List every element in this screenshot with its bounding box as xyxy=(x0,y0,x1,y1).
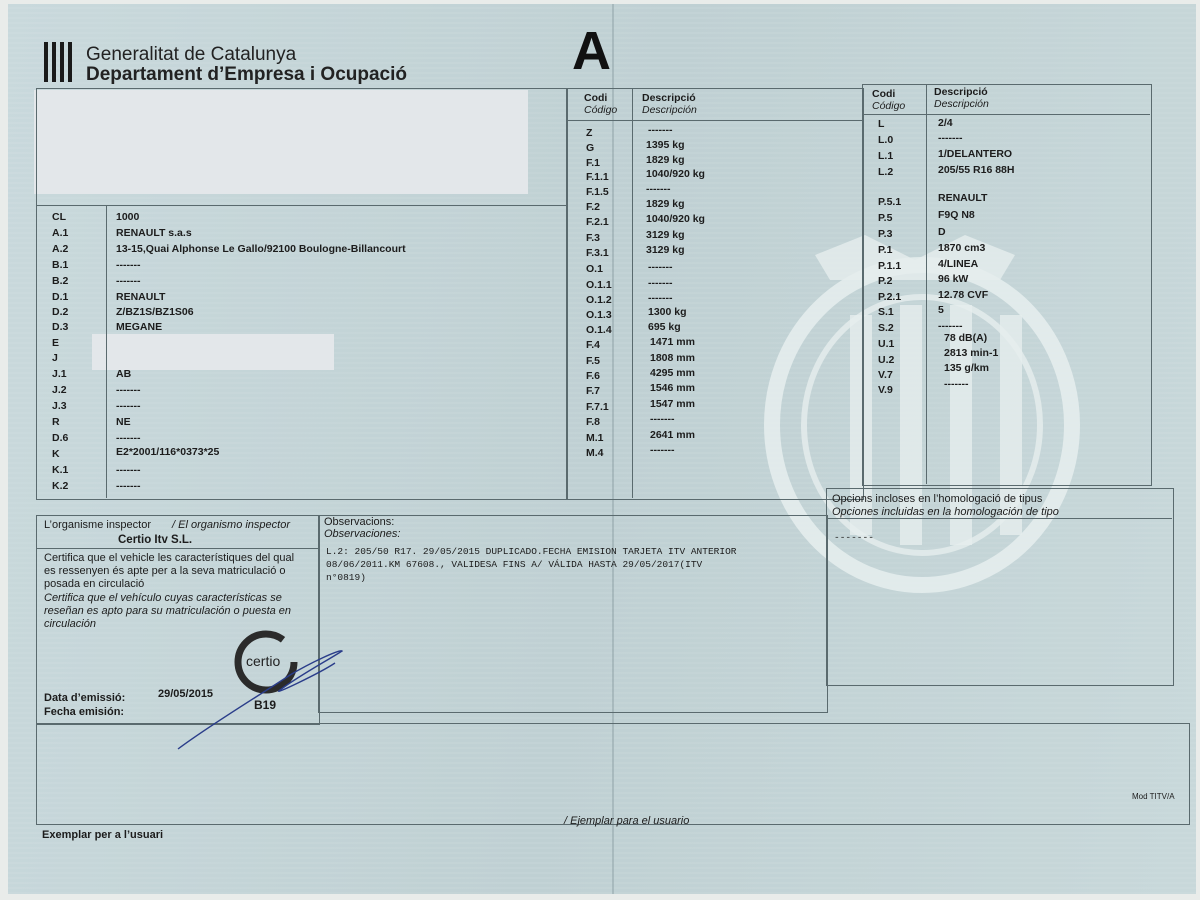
field-code: F.3.1 xyxy=(586,247,609,259)
field-value: 1546 mm xyxy=(650,382,695,394)
certify-text-ca: posada en circulació xyxy=(44,578,145,590)
field-value: 1829 kg xyxy=(646,198,685,210)
field-value: 1395 kg xyxy=(646,139,685,151)
field-code: O.1.1 xyxy=(586,279,612,291)
inspector-title-es: / El organismo inspector xyxy=(172,519,290,531)
footer-copy-es: / Ejemplar para el usuario xyxy=(564,815,690,827)
field-value: NE xyxy=(116,416,131,428)
field-value: ------- xyxy=(646,183,671,195)
field-value: ------- xyxy=(116,400,141,412)
field-value: 2/4 xyxy=(938,117,953,129)
opciones-title-es: Opciones incluidas en la homologación de tipo xyxy=(832,506,1059,518)
inspector-title-ca: L’organisme inspector xyxy=(44,519,152,531)
stamp-text: certio xyxy=(246,653,281,669)
field-code: F.1.5 xyxy=(586,186,609,198)
certify-text-es: reseñan es apto para su matriculación o puesta en xyxy=(44,605,292,617)
signature xyxy=(170,645,350,755)
field-code: L.0 xyxy=(878,134,894,146)
field-code: R xyxy=(52,416,60,428)
observaciones-title-ca: Observacions: xyxy=(324,516,395,528)
certify-text-ca: Certifica que el vehicle les característiques del qual xyxy=(44,552,295,564)
field-code: P.1.1 xyxy=(878,260,902,272)
field-code: P.1 xyxy=(878,244,893,256)
field-code: J.3 xyxy=(52,400,67,412)
field-code: F.2.1 xyxy=(586,216,609,228)
certify-text-ca: es ressenyen és apte per a la seva matriculació o xyxy=(44,565,286,577)
field-value: ------- xyxy=(938,320,963,332)
codigo-header: Código xyxy=(872,100,906,112)
field-code: V.9 xyxy=(878,384,893,396)
field-value: 1040/920 kg xyxy=(646,168,705,180)
field-value: ------- xyxy=(648,277,673,289)
generalitat-logo xyxy=(42,42,74,82)
field-value: 78 dB(A) xyxy=(944,332,988,344)
field-code: F.8 xyxy=(586,416,601,428)
field-value: 1471 mm xyxy=(650,336,695,348)
date-label-es: Fecha emisión: xyxy=(44,706,125,718)
field-value: ------- xyxy=(116,480,141,492)
field-value: 5 xyxy=(938,304,944,316)
field-code: J.2 xyxy=(52,384,67,396)
field-code: F.1.1 xyxy=(586,171,609,183)
field-code: P.5 xyxy=(878,212,893,224)
certify-text-es: Certifica que el vehículo cuyas características se xyxy=(44,592,282,604)
field-code: A.2 xyxy=(52,243,69,255)
field-value: 695 kg xyxy=(648,321,681,333)
field-code: CL xyxy=(52,211,66,223)
date-label-ca: Data d’emissió: xyxy=(44,692,126,704)
field-code: F.5 xyxy=(586,355,601,367)
field-code: F.7.1 xyxy=(586,401,609,413)
field-code: O.1.2 xyxy=(586,294,612,306)
field-value: RENAULT xyxy=(116,291,166,303)
field-code: S.1 xyxy=(878,306,894,318)
field-value: 12.78 CVF xyxy=(938,289,989,301)
field-value: E2*2001/116*0373*25 xyxy=(116,446,220,458)
department-name: Departament d’Empresa i Ocupació xyxy=(86,64,407,85)
field-value: Z/BZ1S/BZ1S06 xyxy=(116,306,194,318)
field-value: ------- xyxy=(116,432,141,444)
field-value: ------- xyxy=(116,464,141,476)
field-code: G xyxy=(586,142,595,154)
field-code: B.2 xyxy=(52,275,69,287)
card-letter: A xyxy=(572,21,611,81)
field-value: 1040/920 kg xyxy=(646,213,705,225)
field-code: D.1 xyxy=(52,291,69,303)
field-code: L.1 xyxy=(878,150,894,162)
field-code: A.1 xyxy=(52,227,69,239)
field-code: F.1 xyxy=(586,157,601,169)
field-code: V.7 xyxy=(878,369,893,381)
right-panel xyxy=(862,84,1152,486)
field-code: O.1.3 xyxy=(586,309,612,321)
field-value: ------- xyxy=(650,444,675,456)
field-code: O.1 xyxy=(586,263,603,275)
field-code: J xyxy=(52,352,58,364)
field-value: RENAULT xyxy=(938,192,988,204)
field-code: Z xyxy=(586,127,593,139)
field-code: K.1 xyxy=(52,464,69,476)
field-code: E xyxy=(52,337,60,349)
field-value: ------- xyxy=(648,261,673,273)
field-value: 1808 mm xyxy=(650,352,695,364)
field-code: U.2 xyxy=(878,354,895,366)
field-value: 1870 cm3 xyxy=(938,242,986,254)
field-code: M.4 xyxy=(586,447,604,459)
issue-date: 29/05/2015 xyxy=(158,688,214,700)
observaciones-panel xyxy=(318,515,828,713)
field-value: AB xyxy=(116,368,132,380)
field-value: 1547 mm xyxy=(650,398,695,410)
field-code: F.3 xyxy=(586,232,601,244)
field-value: 1300 kg xyxy=(648,306,687,318)
inspector-name: Certio Itv S.L. xyxy=(118,534,193,546)
field-code: P.5.1 xyxy=(878,196,902,208)
field-value: ------- xyxy=(116,275,141,287)
field-value: 4/LINEA xyxy=(938,258,979,270)
observaciones-line: L.2: 205/50 R17. 29/05/2015 DUPLICADO.FECHA EMISION TARJETA ITV ANTERIOR xyxy=(326,546,737,557)
field-value: ------- xyxy=(938,132,963,144)
field-value: MEGANE xyxy=(116,321,163,333)
field-code: U.1 xyxy=(878,338,895,350)
observaciones-title-es: Observaciones: xyxy=(324,528,401,540)
field-value: ------- xyxy=(648,124,673,136)
field-value: 205/55 R16 88H xyxy=(938,164,1015,176)
field-value: 13-15,Quai Alphonse Le Gallo/92100 Boulogne-Billancourt xyxy=(116,243,406,255)
field-code: J.1 xyxy=(52,368,67,380)
field-code: P.2.1 xyxy=(878,291,902,303)
field-value: 1000 xyxy=(116,211,140,223)
field-code: L xyxy=(878,118,885,130)
field-code: K xyxy=(52,448,60,460)
field-value: ------- xyxy=(648,292,673,304)
field-code: S.2 xyxy=(878,322,894,334)
field-code: O.1.4 xyxy=(586,324,612,336)
opciones-title-ca: Opcions incloses en l’homologació de tipus xyxy=(832,493,1043,505)
field-value: ------- xyxy=(116,384,141,396)
field-code: M.1 xyxy=(586,432,604,444)
field-value: ------- xyxy=(650,413,675,425)
descripcio-header: Descripció xyxy=(934,86,988,98)
field-code: B.1 xyxy=(52,259,69,271)
certify-text-es: circulación xyxy=(44,618,96,630)
descripcion-header: Descripción xyxy=(934,98,989,110)
field-code: D.2 xyxy=(52,306,69,318)
field-value: 135 g/km xyxy=(944,362,989,374)
field-value: 1/DELANTERO xyxy=(938,148,1013,160)
opciones-value: ------- xyxy=(834,532,874,543)
descripcio-header: Descripció xyxy=(642,92,696,104)
codigo-header: Código xyxy=(584,104,618,116)
field-value: 2641 mm xyxy=(650,429,695,441)
field-value: ------- xyxy=(944,378,969,390)
field-value: RENAULT s.a.s xyxy=(116,227,192,239)
field-code: D.3 xyxy=(52,321,69,333)
field-value: 2813 min-1 xyxy=(944,347,999,359)
field-code: F.6 xyxy=(586,370,601,382)
observaciones-line: 08/06/2011.KM 67608., VALIDESA FINS A/ VÁLIDA HASTA 29/05/2017(ITV xyxy=(326,559,703,570)
field-code: K.2 xyxy=(52,480,69,492)
field-code: L.2 xyxy=(878,166,894,178)
field-code: D.6 xyxy=(52,432,69,444)
codi-header: Codi xyxy=(584,92,608,104)
form-model: Mod TITV/A xyxy=(1132,792,1175,801)
codi-header: Codi xyxy=(872,88,896,100)
field-value: F9Q N8 xyxy=(938,209,975,221)
field-value: 96 kW xyxy=(938,273,969,285)
footer-copy-ca: Exemplar per a l’usuari xyxy=(42,829,164,841)
field-value: ------- xyxy=(116,259,141,271)
field-value: 3129 kg xyxy=(646,229,685,241)
descripcion-header: Descripción xyxy=(642,104,697,116)
field-code: F.2 xyxy=(586,201,601,213)
field-code: F.7 xyxy=(586,385,601,397)
issuer-name: Generalitat de Catalunya xyxy=(86,44,297,65)
field-value: 4295 mm xyxy=(650,367,695,379)
stamp-code: B19 xyxy=(254,698,277,712)
field-code: F.4 xyxy=(586,339,601,351)
field-code: P.2 xyxy=(878,275,893,287)
field-code: P.3 xyxy=(878,228,893,240)
field-value: D xyxy=(938,226,946,238)
field-value: 3129 kg xyxy=(646,244,685,256)
field-value: 1829 kg xyxy=(646,154,685,166)
observaciones-line: n°0819) xyxy=(326,572,366,583)
